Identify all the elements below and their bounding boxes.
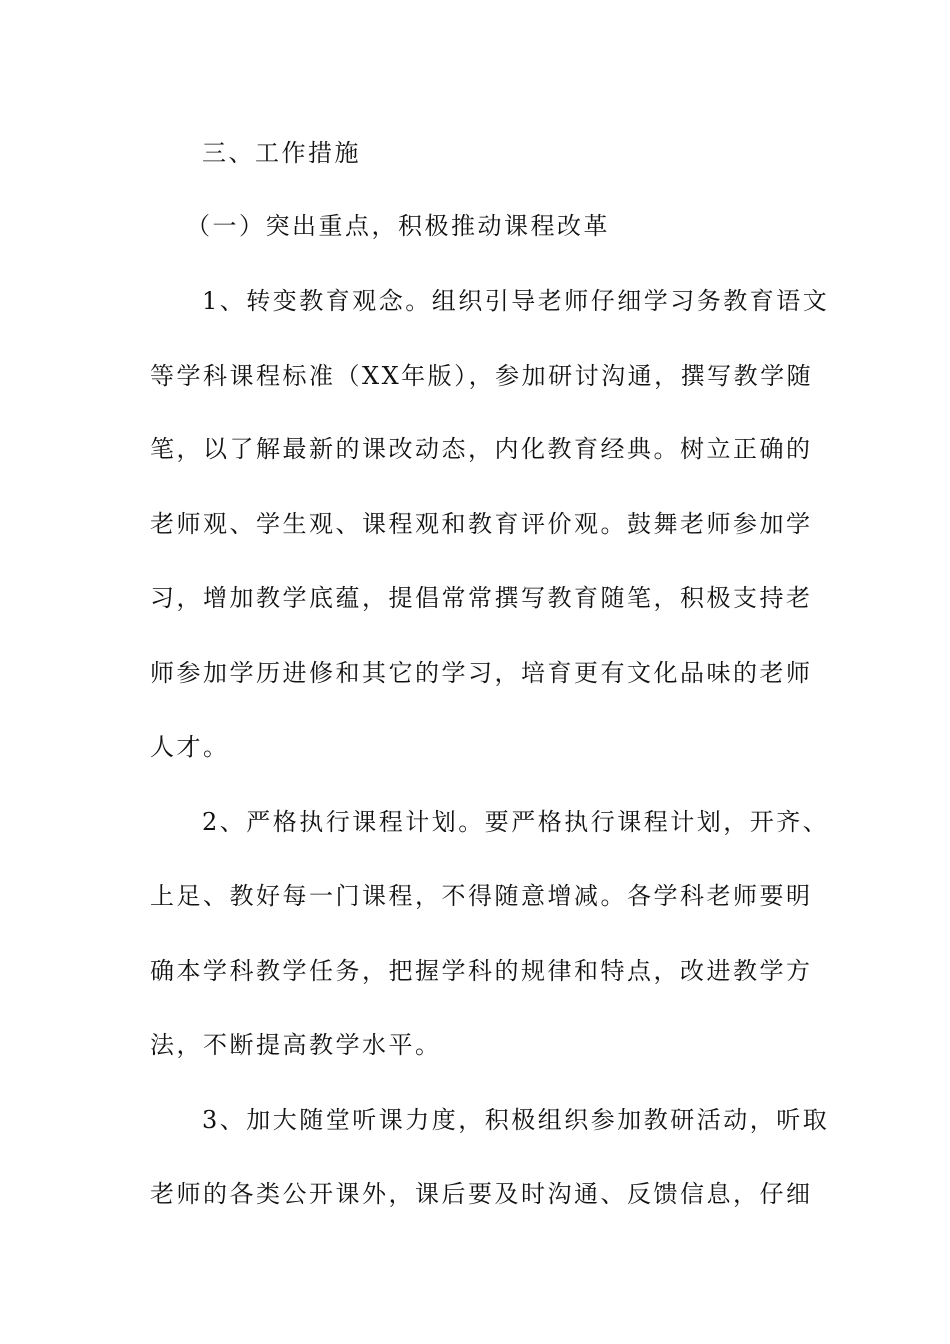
paragraph-1-line-5: 习，增加教学底蕴，提倡常常撰写教育随笔，积极支持老 [150,584,813,612]
paragraph-2-line-2: 上足、教好每一门课程，不得随意增减。各学科老师要明 [150,882,813,910]
paragraph-1-line-4: 老师观、学生观、课程观和教育评价观。鼓舞老师参加学 [150,510,813,538]
paragraph-1-line-3: 笔，以了解最新的课改动态，内化教育经典。树立正确的 [150,435,813,463]
paragraph-1-line-7: 人才。 [150,733,230,761]
paragraph-2-line-3: 确本学科教学任务，把握学科的规律和特点，改进教学方 [150,957,813,985]
paragraph-1-line-2: 等学科课程标准（XX年版），参加研讨沟通，撰写教学随 [150,362,814,390]
paragraph-1-line-1: 1、转变教育观念。组织引导老师仔细学习务教育语文 [202,287,830,315]
paragraph-2-line-4: 法，不断提高教学水平。 [150,1031,442,1059]
paragraph-3-line-1: 3、加大随堂听课力度，积极组织参加教研活动，听取 [202,1106,830,1134]
paragraph-3-line-2: 老师的各类公开课外，课后要及时沟通、反馈信息，仔细 [150,1180,813,1208]
subsection-heading: （一）突出重点，积极推动课程改革 [186,212,610,240]
section-heading: 三、工作措施 [202,139,361,167]
paragraph-2-line-1: 2、严格执行课程计划。要严格执行课程计划，开齐、 [202,808,830,836]
paragraph-1-line-6: 师参加学历进修和其它的学习，培育更有文化品味的老师 [150,659,813,687]
